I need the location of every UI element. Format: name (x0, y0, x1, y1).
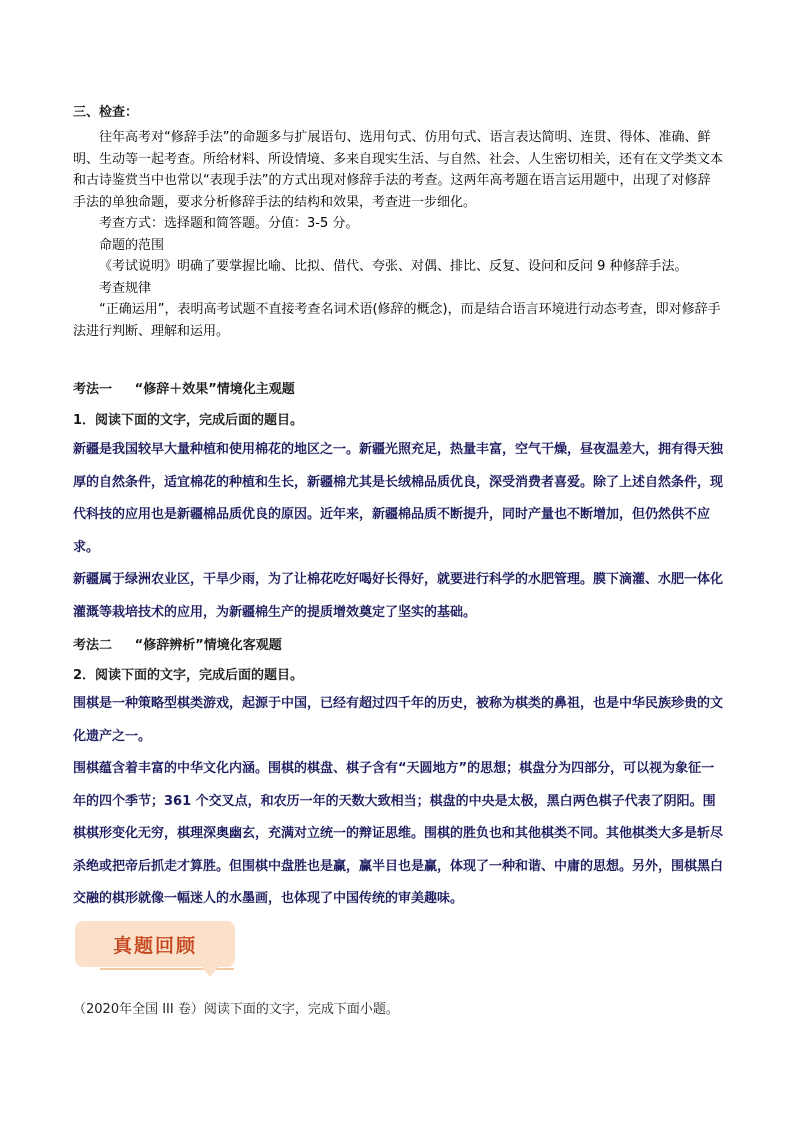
passage-two-paragraph-1: 围棋是一种策略型棋类游戏，起源于中国，已经有超过四千年的历史，被称为棋类的鼻祖，也是中华民族珍贵的文化遗产之一。 (73, 696, 724, 744)
method-one-heading (73, 378, 723, 397)
scope-heading: 命题的范围 (99, 237, 165, 253)
intro-section (73, 127, 723, 342)
section-heading: 三、检查： (73, 105, 139, 120)
passage-one-paragraph-2: 新疆属于绿洲农业区，干旱少雨，为了让棉花吃好喝好长得好，就要进行科学的水肥管理。膜下滴灌、水肥一体化灌溉等栽培技术的应用，为新疆棉生产的提质增效奠定了坚实的基础。 (73, 572, 724, 620)
method-one-label: 考法一 (73, 382, 113, 397)
passage-two-paragraph-2: 围棋蕴含着丰富的中华文化内涵。围棋的棋盘、棋子含有“天圆地方”的思想；棋盘分为四部分，可以视为象征一年的四个季节；361 个交叉点，和农历一年的天数大致相当；棋盘的中央是太极，黑白两色棋子代表了阴阳。围棋棋形变化无穷，棋理深奥幽玄，充满对立统一的辩证思维。围棋的胜负也和其他棋类不同。其他棋类大多是斩尽杀绝或把帝后抓走才算胜。但围棋中盘胜也是赢，赢半目也是赢，体现了一种和谐、中庸的思想。另外，围棋黑白交融的棋形就像一幅迷人的水墨画，也体现了中国传统的审美趣味。 (73, 761, 724, 906)
passage-one-paragraph-1: 新疆是我国较早大量种植和使用棉花的地区之一。新疆光照充足，热量丰富，空气干燥，昼夜温差大，拥有得天独厚的自然条件，适宜棉花的种植和生长，新疆棉尤其是长绒棉品质优良，深受消费者喜爱。除了上述自然条件，现代科技的应用也是新疆棉品质优良的原因。近年来，新疆棉品质不断提升，同时产量也不断增加，但仍然供不应求。 (73, 442, 724, 555)
intro-paragraph: 往年高考对“修辞手法”的命题多与扩展语句、选用句式、仿用句式、语言表达简明、连贯、得体、准确、鲜明、生动等一起考查。所给材料、所设情境、多来自现实生活、与自然、社会、人生密切相关，还有在文学类文本和古诗鉴赏当中也常以“表现手法”的方式出现对修辞手法的考查。这两年高考题在语言运用题中，出现了对修辞手法的单独命题，要求分析修辞手法的结构和效果，考查进一步细化。 (73, 130, 724, 210)
exam-format: 考查方式：选择题和简答题。分值：3-5 分。 (99, 216, 359, 231)
scope-text: 《考试说明》明确了要掌握比喻、比拟、借代、夸张、对偶、排比、反复、设问和反问 9 种修辞手法。 (99, 259, 688, 274)
method-one-title: “修辞＋效果”情境化主观题 (134, 382, 295, 397)
badge-pointer (200, 965, 220, 977)
pattern-heading: 考查规律 (99, 280, 152, 296)
method-two-heading (73, 634, 723, 653)
question-two-stem: 2．阅读下面的文字，完成后面的题目。 (73, 668, 304, 683)
pattern-text: “正确运用”，表明高考试题不直接考查名词术语(修辞的概念)，而是结合语言环境进行动态考查，即对修辞手法进行判断、理解和运用。 (73, 302, 721, 339)
method-two-label: 考法二 (73, 638, 113, 653)
source-line: （2020年全国 III 卷）阅读下面的文字，完成下面小题。 (73, 1002, 399, 1017)
review-badge-label: 真题回顾 (112, 934, 197, 957)
question-one-stem: 1．阅读下面的文字，完成后面的题目。 (73, 413, 304, 428)
method-two-title: “修辞辨析”情境化客观题 (134, 638, 282, 653)
review-badge (75, 921, 235, 967)
